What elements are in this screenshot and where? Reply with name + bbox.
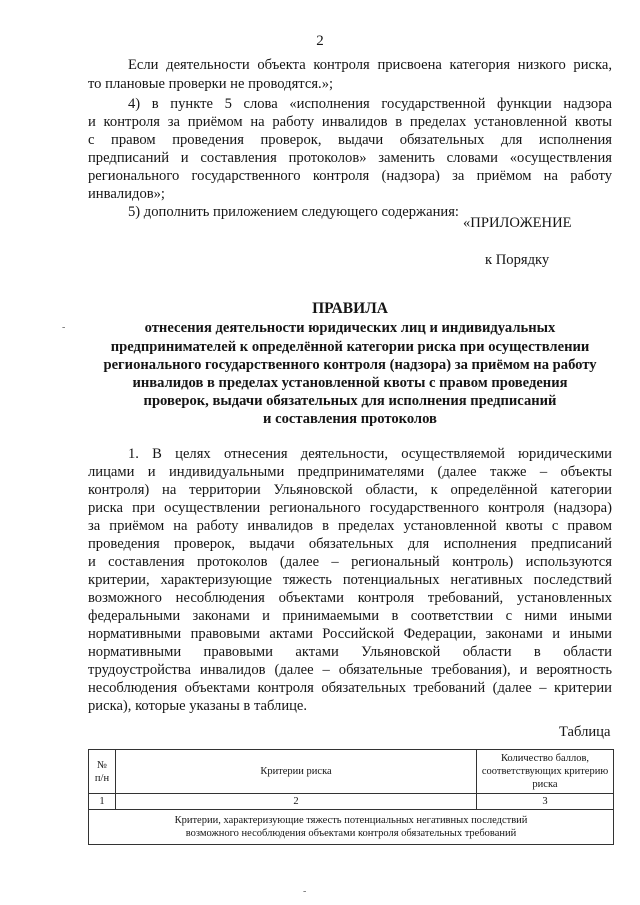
item4-line-2: и контроля за приёмом на работу инвалидов в пределах установленной квоты <box>88 114 612 130</box>
rules-subtitle-line-2: предпринимателей к определённой категории риска при осуществлении <box>110 339 590 355</box>
column-number-3: 3 <box>477 794 614 810</box>
clause1-line-8: критерии, характеризующие тяжесть потенциальных негативных последствий <box>88 572 612 588</box>
clause1-line-7: и составления протоколов (далее – региональный контроль) используются <box>88 554 612 570</box>
clause1-line-9: возможного несоблюдения объектами контроля требований, установленных <box>88 590 612 606</box>
column-number-2: 2 <box>116 794 477 810</box>
table-label: Таблица <box>559 724 611 740</box>
item4-line-3: с правом проведения проверок, выдачи обязательных для исполнения <box>88 132 612 148</box>
header-points-cell: Количество баллов, соответствующих критерию риска <box>477 750 614 794</box>
header-number-cell: № п/н <box>89 750 116 794</box>
section-title-row <box>89 810 614 845</box>
clause1-line-12: нормативными правовыми актами Ульяновской области в области <box>88 644 612 660</box>
section-title-cell <box>89 810 614 845</box>
clause1-line-11: нормативными правовыми актами Российской Федерации, законами и иными <box>88 626 612 642</box>
clause1-line-1: 1. В целях отнесения деятельности, осуществляемой юридическими <box>128 446 612 462</box>
rules-subtitle-line-1: отнесения деятельности юридических лиц и индивидуальных <box>144 320 556 336</box>
rules-title: ПРАВИЛА <box>312 300 388 317</box>
item4-line-1: 4) в пункте 5 слова «исполнения государственной функции надзора <box>128 96 612 112</box>
rules-subtitle-line-3: регионального государственного контроля (надзора) за приёмом на работу <box>103 357 597 373</box>
appendix-label: «ПРИЛОЖЕНИЕ <box>463 215 572 231</box>
clause1-line-6: проведения проверок, выдачи обязательных для исполнения предписаний <box>88 536 612 552</box>
table-header-row <box>89 750 614 794</box>
rules-subtitle-line-5: проверок, выдачи обязательных для исполнения предписаний <box>143 393 557 409</box>
section-title-line-1: Критерии, характеризующие тяжесть потенциальных негативных последствий <box>174 815 528 826</box>
column-number-1: 1 <box>89 794 116 810</box>
rules-subtitle-line-4: инвалидов в пределах установленной квоты с правом проведения <box>132 375 568 391</box>
item4-line-6: инвалидов»; <box>88 186 165 202</box>
column-number-row <box>89 794 614 810</box>
clause1-line-10: федеральными законами и принимаемыми в соответствии с ними иными <box>88 608 612 624</box>
scan-mark: - <box>303 886 307 897</box>
rules-subtitle-line-6: и составления протоколов <box>263 411 437 427</box>
clause1-line-3: контроля) на территории Ульяновской области, к определённой категории <box>88 482 612 498</box>
clause1-line-13: трудоустройства инвалидов (далее – обязательные требования), и вероятность <box>88 662 612 678</box>
risk-criteria-table <box>88 749 614 845</box>
prev-paragraph-line-2: то плановые проверки не проводятся.»; <box>88 76 334 92</box>
appendix-reference: к Порядку <box>485 252 550 268</box>
item4-line-5: регионального государственного контроля (надзора) за приёмом на работу <box>88 168 612 184</box>
item5-text: 5) дополнить приложением следующего содержания: <box>128 204 459 220</box>
clause1-line-5: за приёмом на работу инвалидов в пределах установленной квоты с правом <box>88 518 612 534</box>
header-criteria-cell: Критерии риска <box>116 750 477 794</box>
scan-mark: - <box>62 322 66 333</box>
page-number: 2 <box>316 33 324 49</box>
clause1-line-15: риска), которые указаны в таблице. <box>88 698 308 714</box>
clause1-line-14: несоблюдения объектами контроля обязательных требований (далее – критерии <box>88 680 612 696</box>
clause1-line-2: лицами и индивидуальными предпринимателями (далее также – объекты <box>88 464 612 480</box>
prev-paragraph-line-1: Если деятельности объекта контроля присвоена категория низкого риска, <box>128 57 612 73</box>
section-title-line-2: возможного несоблюдения объектами контроля обязательных требований <box>185 828 517 839</box>
clause1-line-4: риска при осуществлении регионального государственного контроля (надзора) <box>88 500 612 516</box>
item4-line-4: предписаний и составления протоколов» заменить словами «осуществления <box>88 150 612 166</box>
